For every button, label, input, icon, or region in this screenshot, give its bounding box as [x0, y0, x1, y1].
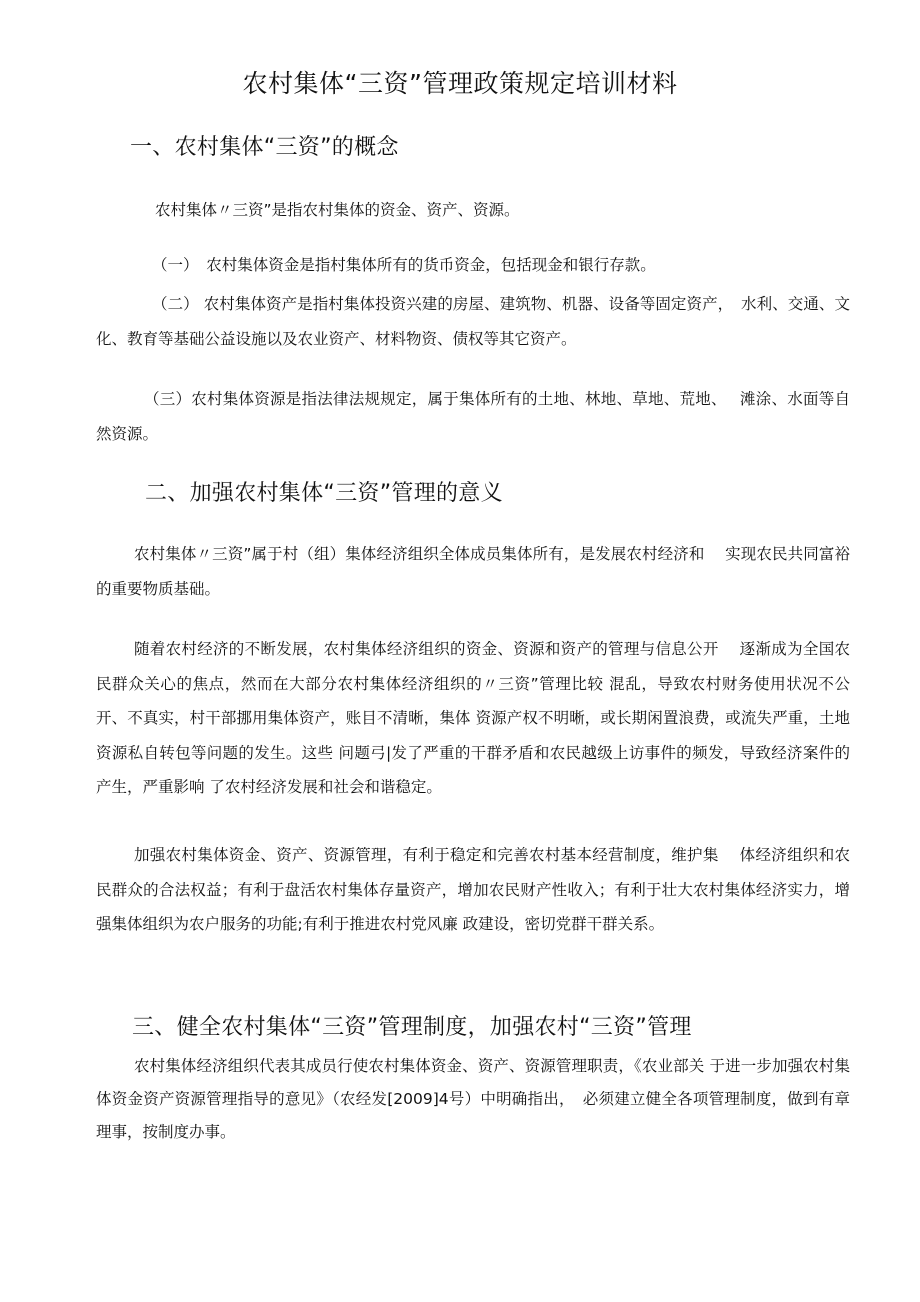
paragraph-ownership: 农村集体〃三资”属于村（组）集体经济组织全体成员集体所有，是发展农村经济和 实现农民共同富裕的重要物质基础。: [96, 545, 850, 598]
paragraph-resources: （三）农村集体资源是指法律法规规定，属于集体所有的土地、林地、草地、荒地、 滩涂、水面等自然资源。: [96, 390, 850, 443]
paragraph-management-duty: 农村集体经济组织代表其成员行使农村集体资金、资产、资源管理职责，《农业部关 于进一步加强农村集体资金资产资源管理指导的意见》（农经发[2009]4号）中明确指出， 必须建立健全各项管理制度，做到有章理事，按制度办事。: [96, 1057, 850, 1141]
paragraph-problems: 随着农村经济的不断发展，农村集体经济组织的资金、资源和资产的管理与信息公开 逐渐成为全国农民群众关心的焦点，然而在大部分农村集体经济组织的〃三资”管理比较 混乱，导致农村财务使用状况不公开、不真实，村干部挪用集体资产，账目不清晰，集体 资源产权不明晰，或长期闲置浪费，或流失严重，土地资源私自转包等问题的发生。这些 问题弓|发了严重的干群矛盾和农民越级上访事件的频发，导致经济案件的产生，严重影响 了农村经济发展和社会和谐稳定。: [96, 640, 850, 796]
section-heading-concept: 一、农村集体“三资”的概念: [130, 135, 399, 160]
paragraph-definition: 农村集体〃三资”是指农村集体的资金、资产、资源。: [155, 201, 520, 219]
section-heading-system: 三、健全农村集体“三资”管理制度，加强农村“三资”管理: [132, 1015, 692, 1040]
paragraph-funds: （一） 农村集体资金是指村集体所有的货币资金，包括现金和银行存款。: [152, 256, 656, 274]
paragraph-benefits: 加强农村集体资金、资产、资源管理，有利于稳定和完善农村基本经营制度，维护集 体经济组织和农民群众的合法权益；有利于盘活农村集体存量资产，增加农民财产性收入；有利于壮大农村集体经济实力，增强集体组织为农户服务的功能;有利于推进农村党风廉 政建设，密切党群干群关系。: [96, 846, 850, 933]
paragraph-assets: （二） 农村集体资产是指村集体投资兴建的房屋、建筑物、机器、设备等固定资产， 水利、交通、文化、教育等基础公益设施以及农业资产、材料物资、债权等其它资产。: [96, 295, 850, 348]
section-heading-significance: 二、加强农村集体“三资”管理的意义: [145, 481, 503, 506]
document-title: 农村集体“三资”管理政策规定培训材料: [242, 69, 678, 98]
